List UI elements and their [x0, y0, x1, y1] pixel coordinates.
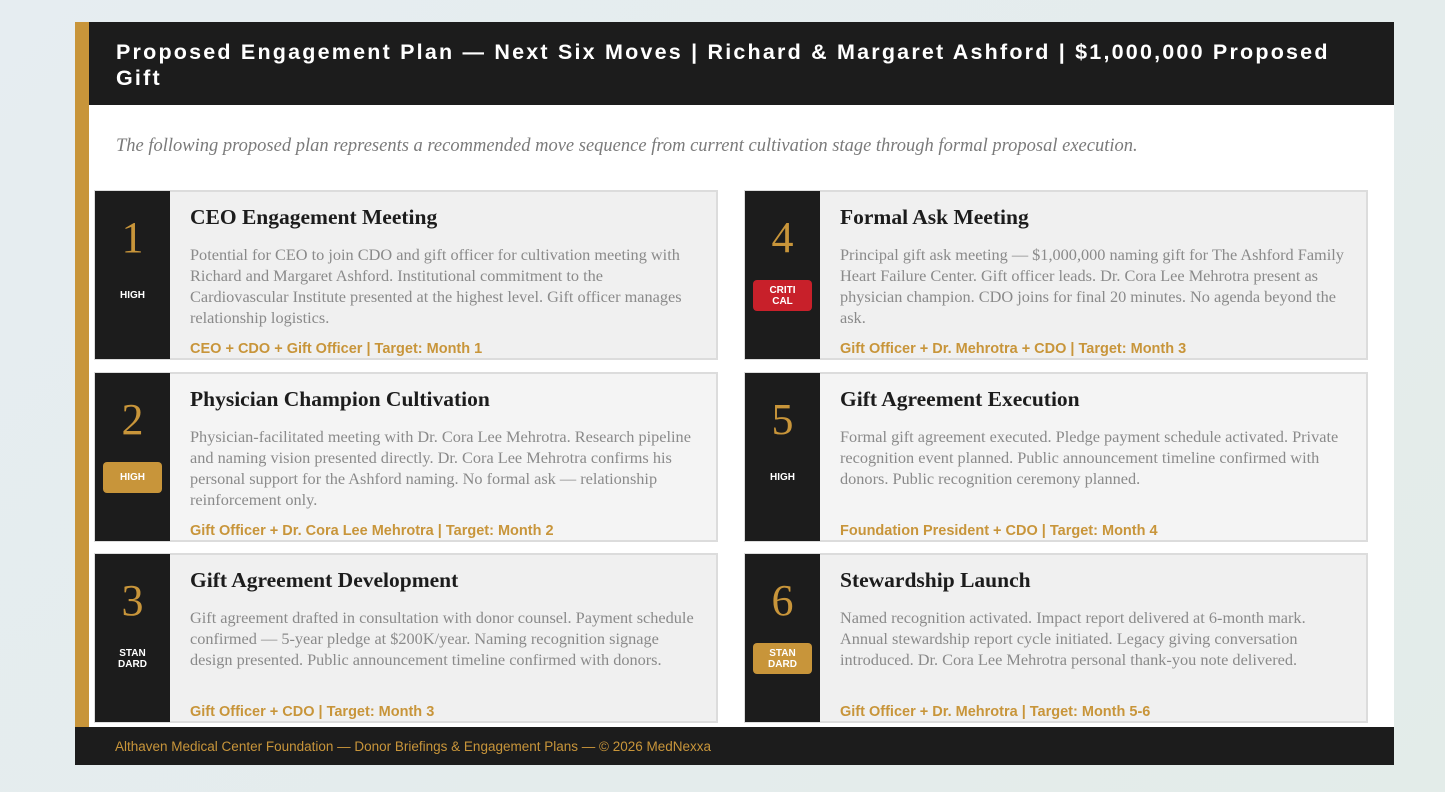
- move-meta: Gift Officer + CDO | Target: Month 3: [190, 704, 435, 720]
- move-description: Named recognition activated. Impact report delivered at 6-month mark. Annual stewardship report cycle initiated. Legacy giving conversation introduced. Dr. Cora Lee Mehrotra personal thank-you note delivered.: [840, 608, 1306, 669]
- move-title: Physician Champion Cultivation: [190, 387, 490, 411]
- move-title: Gift Agreement Execution: [840, 387, 1080, 411]
- move-meta: Gift Officer + Dr. Cora Lee Mehrotra | Target: Month 2: [190, 523, 554, 539]
- page-title: Proposed Engagement Plan — Next Six Moves | Richard & Margaret Ashford | $1,000,000 Proposed Gift: [116, 40, 1330, 90]
- move-number-column: [95, 191, 170, 359]
- move-number-column: [95, 373, 170, 541]
- move-meta: Foundation President + CDO | Target: Month 4: [840, 523, 1158, 539]
- move-card-3: [94, 553, 718, 723]
- move-title: Formal Ask Meeting: [840, 205, 1029, 229]
- priority-badge: STAN DARD: [118, 647, 147, 670]
- move-number-column: [745, 191, 820, 359]
- move-number: 4: [771, 213, 794, 262]
- priority-badge: CRITI CAL: [753, 280, 812, 311]
- move-number-column: [95, 554, 170, 722]
- priority-badge: HIGH: [120, 290, 145, 301]
- move-number: 5: [771, 395, 794, 444]
- move-number: 1: [121, 213, 144, 262]
- move-card-2: [94, 372, 718, 542]
- intro-text: The following proposed plan represents a recommended move sequence from current cultivation stage through formal proposal execution.: [116, 136, 1138, 156]
- move-description: Principal gift ask meeting — $1,000,000 naming gift for The Ashford Family Heart Failure Center. Gift officer leads. Dr. Cora Lee Mehrotra present as physician champion. CDO joins for final 20 minutes. No agenda beyond the ask.: [840, 245, 1344, 327]
- move-title: CEO Engagement Meeting: [190, 205, 438, 229]
- move-number: 2: [121, 395, 144, 444]
- engagement-plan-slide: [75, 22, 1394, 765]
- move-card-4: [744, 190, 1368, 360]
- move-description: Formal gift agreement executed. Pledge payment schedule activated. Private recognition event planned. Public announcement timeline confirmed with donors. Public recognition ceremony planned.: [840, 427, 1339, 488]
- footer-text: Althaven Medical Center Foundation — Donor Briefings & Engagement Plans — © 2026 MedNexxa: [115, 738, 712, 754]
- footer-bar: [75, 727, 1394, 765]
- priority-badge: HIGH: [770, 472, 795, 483]
- move-description: Potential for CEO to join CDO and gift officer for cultivation meeting with Richard and Margaret Ashford. Institutional commitment to the Cardiovascular Institute presented at the highest level. Gift officer manages relationship logistics.: [190, 245, 682, 327]
- accent-bar: [75, 22, 89, 727]
- move-number: 6: [771, 576, 794, 625]
- move-number-column: [745, 373, 820, 541]
- move-meta: Gift Officer + Dr. Mehrotra + CDO | Target: Month 3: [840, 341, 1187, 357]
- move-card-6: [744, 553, 1368, 723]
- move-description: Gift agreement drafted in consultation with donor counsel. Payment schedule confirmed — 5-year pledge at $200K/year. Naming recognition signage design presented. Public announcement timeline confirmed with donors.: [190, 608, 694, 669]
- priority-badge: HIGH: [103, 462, 162, 493]
- move-card-5: [744, 372, 1368, 542]
- move-card-1: [94, 190, 718, 360]
- header-bar: [89, 22, 1394, 105]
- move-description: Physician-facilitated meeting with Dr. Cora Lee Mehrotra. Research pipeline and naming vision presented directly. Dr. Cora Lee Mehrotra confirms his personal support for the Ashford naming. No formal ask — relationship reinforcement only.: [190, 427, 691, 509]
- move-title: Stewardship Launch: [840, 568, 1031, 592]
- move-number: 3: [121, 576, 144, 625]
- move-title: Gift Agreement Development: [190, 568, 459, 592]
- move-meta: Gift Officer + Dr. Mehrotra | Target: Month 5-6: [840, 704, 1151, 720]
- move-number-column: [745, 554, 820, 722]
- move-meta: CEO + CDO + Gift Officer | Target: Month 1: [190, 341, 483, 357]
- priority-badge: STAN DARD: [753, 643, 812, 674]
